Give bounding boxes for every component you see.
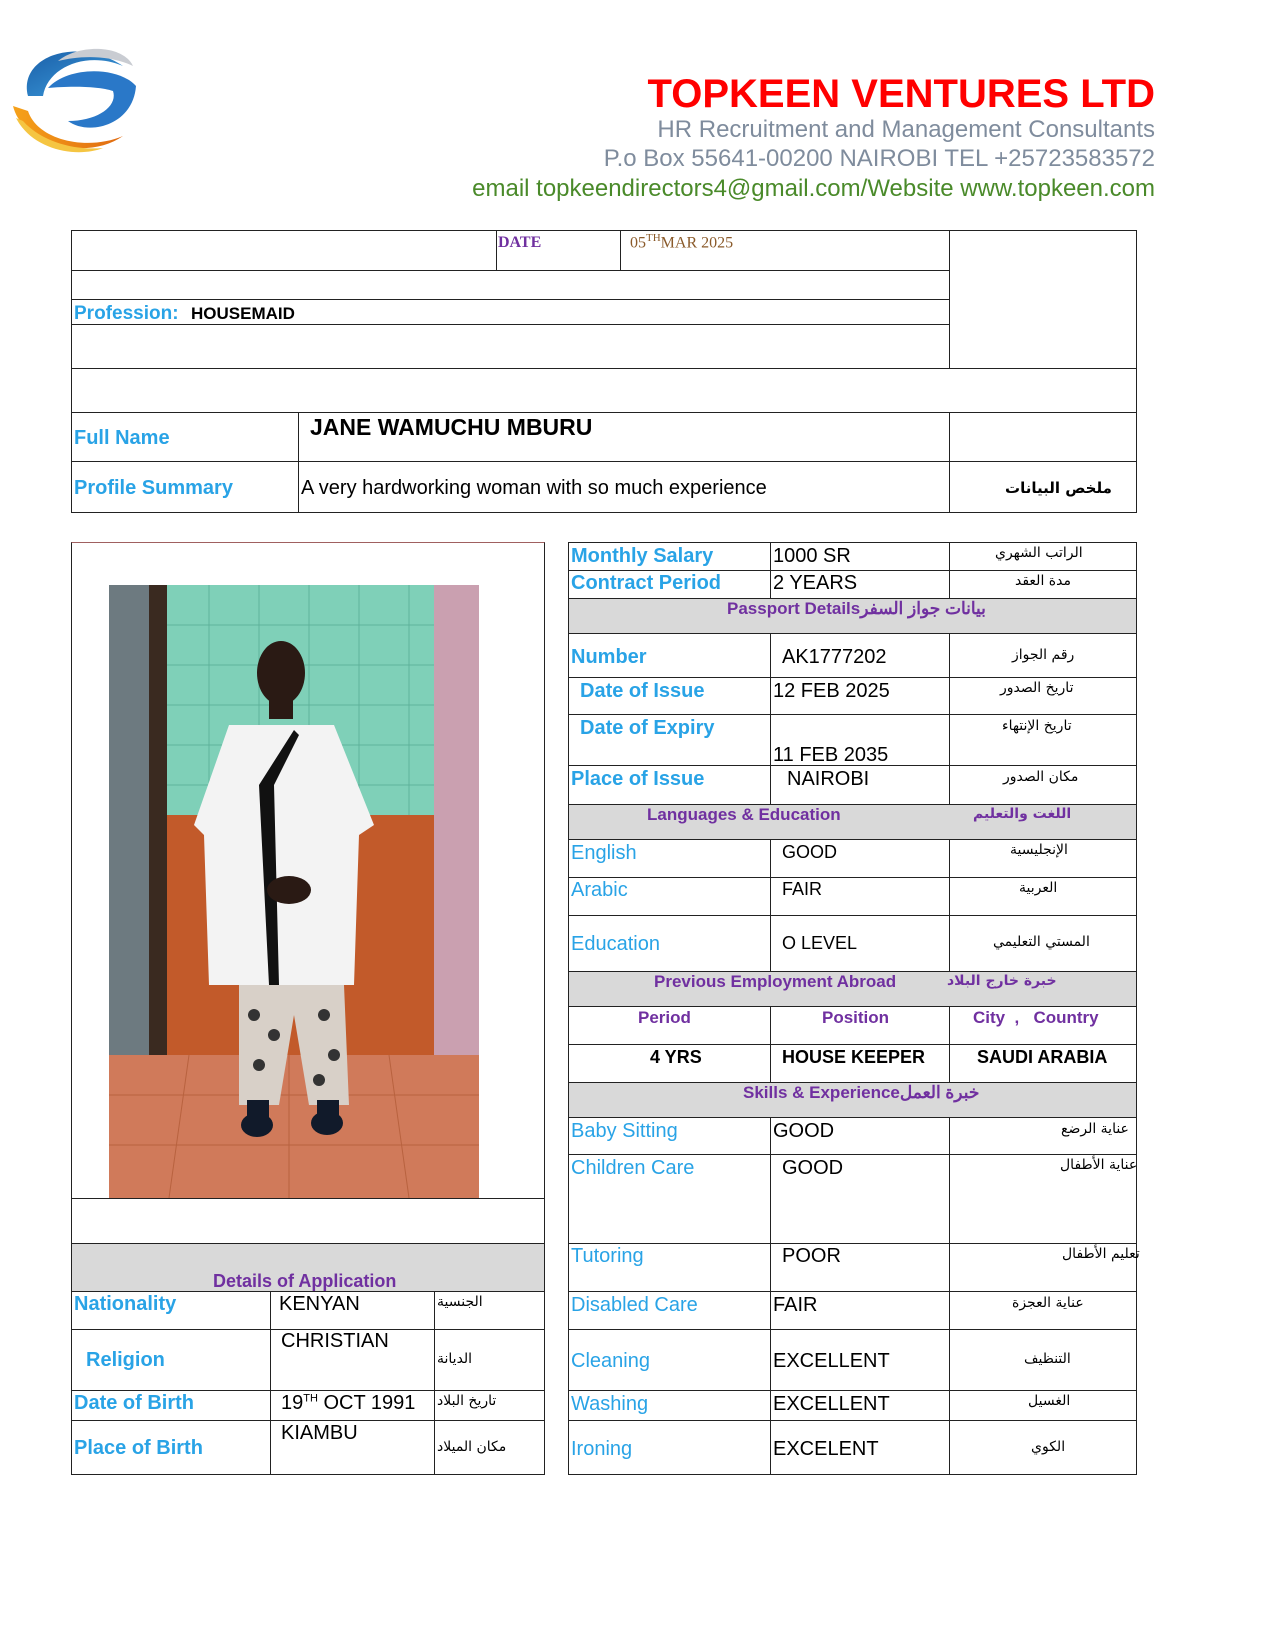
monthly-salary-arabic: الراتب الشهري xyxy=(995,545,1083,561)
date-label: DATE xyxy=(498,234,542,251)
company-name: TOPKEEN VENTURES LTD xyxy=(647,72,1155,116)
skills-heading: Skills & Experienceخبرة العمل xyxy=(743,1083,980,1102)
employment-col-position: Position xyxy=(822,1008,890,1027)
full-name-label: Full Name xyxy=(74,427,170,449)
employment-col-city-country: City , Country xyxy=(973,1008,1099,1027)
pob-arabic: مكان الميلاد xyxy=(437,1439,507,1455)
skill-value: FAIR xyxy=(773,1294,818,1316)
monthly-salary-label: Monthly Salary xyxy=(571,545,714,567)
dob-arabic: تاريخ البلاد xyxy=(437,1393,497,1409)
religion-label: Religion xyxy=(86,1349,165,1371)
profile-summary-label: Profile Summary xyxy=(74,477,233,499)
skill-value: GOOD xyxy=(782,1157,844,1179)
nationality-label: Nationality xyxy=(74,1293,177,1315)
profile-summary-value: A very hardworking woman with so much experience xyxy=(301,477,767,499)
education-label: Education xyxy=(571,933,660,955)
employment-heading-arabic: خبرة خارج البلاد xyxy=(947,973,1057,989)
date-of-expiry-value: 11 FEB 2035 xyxy=(773,744,889,766)
contract-period-arabic: مدة العقد xyxy=(1015,573,1071,589)
date-of-expiry-label: Date of Expiry xyxy=(580,717,715,739)
passport-number-arabic: رقم الجواز xyxy=(1012,647,1075,663)
skill-arabic: الغسيل xyxy=(1028,1393,1071,1409)
passport-heading: Passport Detailsبيانات جواز السفر xyxy=(727,599,986,618)
contract-period-label: Contract Period xyxy=(571,572,722,594)
arabic-arabic: العربية xyxy=(1019,880,1058,896)
profile-summary-arabic: ملخص البيانات xyxy=(1005,479,1112,497)
pob-value: KIAMBU xyxy=(281,1422,358,1444)
skill-label: Washing xyxy=(571,1393,649,1415)
languages-heading: Languages & Education xyxy=(647,805,841,824)
full-name-value: JANE WAMUCHU MBURU xyxy=(310,414,593,440)
skill-arabic: التنظيف xyxy=(1024,1351,1071,1367)
english-value: GOOD xyxy=(782,842,838,862)
date-day: 05 xyxy=(630,234,646,252)
skill-arabic: عناية العجزة xyxy=(1012,1295,1084,1311)
dob-suffix: TH xyxy=(303,1392,318,1405)
education-arabic: المستي التعليمي xyxy=(993,934,1090,950)
employment-heading: Previous Employment Abroad xyxy=(654,972,897,991)
skill-value: EXCELLENT xyxy=(773,1350,890,1372)
globe-logo-icon xyxy=(8,26,143,161)
skill-label: Tutoring xyxy=(571,1245,644,1267)
profession-label: Profession: xyxy=(74,303,179,324)
company-tagline: HR Recruitment and Management Consultants xyxy=(657,116,1155,143)
languages-heading-arabic: اللغت والتعليم xyxy=(973,806,1072,822)
education-value: O LEVEL xyxy=(782,933,858,953)
nationality-arabic: الجنسية xyxy=(437,1294,483,1310)
monthly-salary-value: 1000 SR xyxy=(773,545,851,567)
religion-arabic: الديانة xyxy=(437,1351,473,1367)
contract-period-value: 2 YEARS xyxy=(773,572,858,594)
dob-month-year: OCT 1991 xyxy=(323,1392,416,1414)
skill-value: EXCELENT xyxy=(773,1438,879,1460)
dob-value xyxy=(281,1392,415,1415)
skill-label: Ironing xyxy=(571,1438,633,1460)
profession-value: HOUSEMAID xyxy=(190,304,295,323)
skill-label: Disabled Care xyxy=(571,1294,698,1316)
application-heading: Details of Application xyxy=(213,1271,397,1291)
english-arabic: الإنجليسية xyxy=(1010,842,1068,858)
skill-arabic: عناية الرضع xyxy=(1061,1121,1129,1137)
religion-value: CHRISTIAN xyxy=(281,1330,389,1352)
skill-value: EXCELLENT xyxy=(773,1393,890,1415)
skill-value: POOR xyxy=(782,1245,841,1267)
arabic-value: FAIR xyxy=(782,879,823,899)
place-of-issue-arabic: مكان الصدور xyxy=(1003,769,1079,785)
skill-label: Cleaning xyxy=(571,1350,650,1372)
dob-day: 19 xyxy=(281,1392,304,1414)
date-of-expiry-arabic: تاريخ الإنتهاء xyxy=(1002,718,1072,734)
company-logo xyxy=(8,26,143,161)
place-of-issue-label: Place of Issue xyxy=(571,768,705,790)
nationality-value: KENYAN xyxy=(279,1293,360,1315)
date-suffix: TH xyxy=(646,232,661,244)
profession-row xyxy=(74,303,295,325)
employment-country-value: SAUDI ARABIA xyxy=(977,1047,1108,1067)
place-of-issue-value: NAIROBI xyxy=(787,768,870,790)
dob-label: Date of Birth xyxy=(74,1392,194,1414)
pob-label: Place of Birth xyxy=(74,1437,203,1459)
arabic-label: Arabic xyxy=(571,879,628,901)
date-of-issue-label: Date of Issue xyxy=(580,680,705,702)
candidate-photo xyxy=(109,585,479,1198)
company-contact: email topkeendirectors4@gmail.com/Website www.topkeen.com xyxy=(472,175,1155,202)
employment-position-value: HOUSE KEEPER xyxy=(782,1047,926,1067)
skill-value: GOOD xyxy=(773,1120,835,1142)
company-address: P.o Box 55641-00200 NAIROBI TEL +25723583572 xyxy=(603,145,1155,172)
date-value xyxy=(630,232,733,252)
date-of-issue-arabic: تاريخ الصدور xyxy=(1000,680,1074,696)
passport-number-label: Number xyxy=(571,646,647,668)
skill-arabic: تعليم الأطفال xyxy=(1062,1246,1140,1262)
employment-period-value: 4 YRS xyxy=(650,1047,702,1067)
skill-arabic: الكوي xyxy=(1031,1439,1066,1455)
skill-arabic: عناية الأطفال xyxy=(1060,1157,1138,1173)
skill-label: Baby Sitting xyxy=(571,1120,678,1142)
passport-number-value: AK1777202 xyxy=(782,646,887,668)
date-month-year: MAR 2025 xyxy=(660,234,734,252)
date-of-issue-value: 12 FEB 2025 xyxy=(773,680,890,702)
employment-col-period: Period xyxy=(638,1008,691,1027)
skill-label: Children Care xyxy=(571,1157,695,1179)
english-label: English xyxy=(571,842,637,864)
